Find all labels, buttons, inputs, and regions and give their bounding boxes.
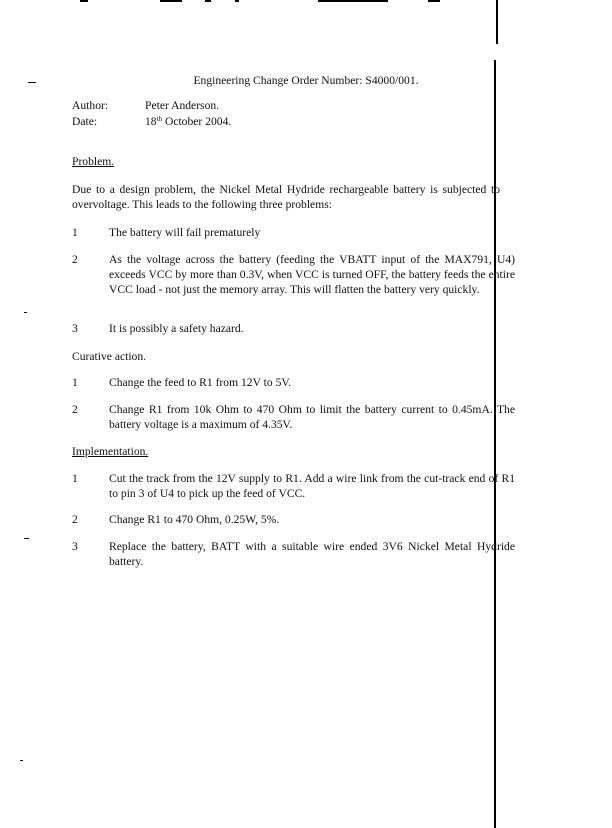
implementation-item-text: Cut the track from the 12V supply to R1. Add a wire link from the cut-track end of R1 to pin 3 of U4 to pick up the feed of VCC. <box>109 472 515 500</box>
problem-item-number: 1 <box>72 226 78 239</box>
scan-edge-line <box>494 60 496 828</box>
problem-item-text: The battery will fail prematurely <box>109 226 261 239</box>
problem-intro: Due to a design problem, the Nickel Metal Hydride rechargeable battery is subjected to overvoltage. This leads to the following three problems: <box>72 183 500 211</box>
author-value: Peter Anderson. <box>145 99 220 112</box>
problem-item-number: 2 <box>72 253 78 266</box>
scan-speck <box>24 312 27 313</box>
date-value <box>145 114 231 129</box>
scan-top-mark <box>318 0 388 2</box>
implementation-heading: Implementation. <box>72 445 149 458</box>
curative-item-number: 1 <box>72 376 78 389</box>
scan-top-mark <box>205 0 211 2</box>
curative-item-number: 2 <box>72 403 78 416</box>
document-title: Engineering Change Order Number: S4000/001. <box>193 74 419 87</box>
scan-top-mark <box>235 0 239 2</box>
date-label: Date: <box>72 115 98 128</box>
implementation-item-number: 2 <box>72 513 78 526</box>
scan-top-mark <box>160 0 182 2</box>
implementation-item-text: Replace the battery, BATT with a suitable wire ended 3V6 Nickel Metal Hydride battery. <box>109 540 515 568</box>
date-suffix: th <box>156 115 163 123</box>
implementation-item-number: 1 <box>72 472 78 485</box>
scan-speck <box>20 760 23 761</box>
problem-item-text: As the voltage across the battery (feeding the VBATT input of the MAX791, U4) exceeds VCC by more than 0.3V, when VCC is turned OFF, the battery feeds the entire VCC load - not just the memory array. This will flatten the battery very quickly. <box>109 253 515 296</box>
curative-item-text: Change the feed to R1 from 12V to 5V. <box>109 376 292 389</box>
author-label: Author: <box>72 99 109 112</box>
date-day: 18 <box>145 115 157 128</box>
scan-top-mark <box>428 0 440 2</box>
problem-item-text: It is possibly a safety hazard. <box>109 322 244 335</box>
curative-heading: Curative action. <box>72 350 147 363</box>
problem-item-number: 3 <box>72 322 78 335</box>
curative-item-text: Change R1 from 10k Ohm to 470 Ohm to limit the battery current to 0.45mA. The battery voltage is a maximum of 4.35V. <box>109 403 515 431</box>
scan-speck <box>24 538 29 539</box>
scan-top-mark <box>80 0 88 2</box>
scan-edge-line-top <box>496 0 498 44</box>
implementation-item-text: Change R1 to 470 Ohm, 0.25W, 5%. <box>109 513 280 526</box>
problem-heading: Problem. <box>72 155 115 168</box>
date-rest: October 2004. <box>162 115 232 128</box>
implementation-item-number: 3 <box>72 540 78 553</box>
